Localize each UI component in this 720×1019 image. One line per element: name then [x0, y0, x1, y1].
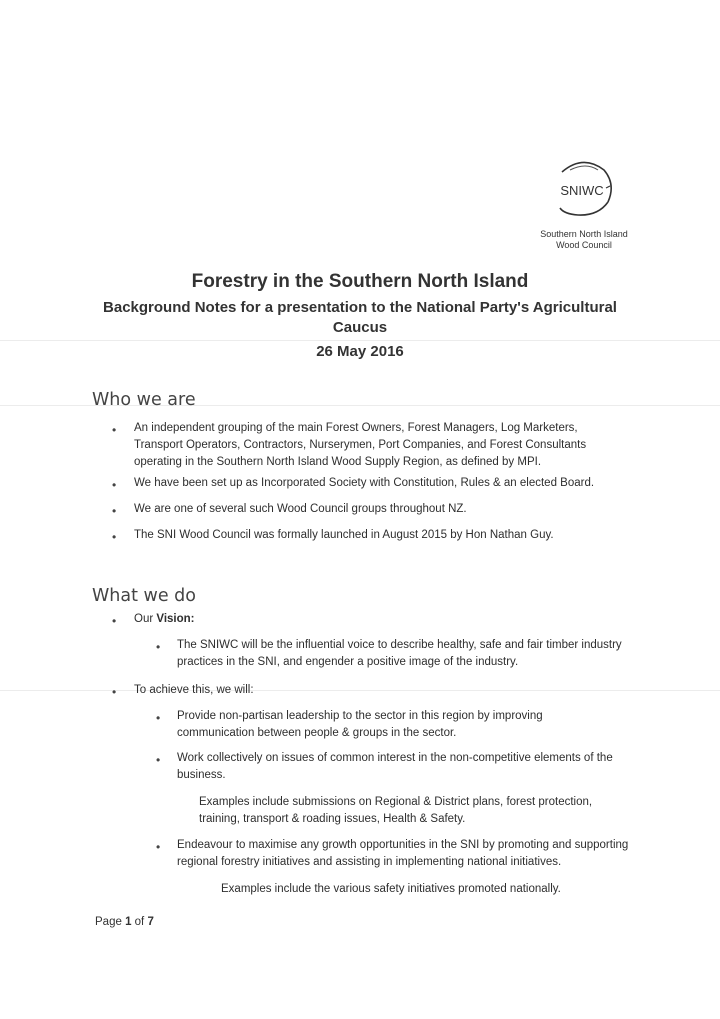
who-bullet-2: We have been set up as Incorporated Society with Constitution, Rules & an elected Board.: [134, 477, 595, 489]
vision-line: [134, 611, 534, 628]
page-number: [95, 916, 154, 928]
section-heading-who-we-are: Who we are: [92, 390, 196, 410]
bullet-icon: •: [156, 711, 161, 725]
logo-org-line1: Southern North Island: [540, 229, 628, 239]
section-heading-what-we-do: What we do: [92, 586, 197, 606]
page-label: Page: [95, 916, 126, 928]
who-bullet-4: The SNI Wood Council was formally launched in August 2015 by Hon Nathan Guy.: [134, 529, 554, 541]
logo-mark-text: SNIWC: [560, 183, 604, 198]
vision-label: Vision:: [156, 613, 195, 625]
achieve-item-2: Work collectively on issues of common interest in the non-competitive elements of the business.: [177, 752, 613, 781]
document-subtitle: [0, 298, 720, 338]
bullet-icon: •: [112, 423, 117, 437]
example-text-1: Examples include submissions on Regional & District plans, forest protection, training, transport & roading issues, Health & Safety.: [199, 796, 593, 825]
bullet-icon: •: [112, 614, 117, 628]
sniwc-logo: [548, 158, 618, 222]
logo-org-line2: Wood Council: [556, 240, 612, 250]
bullet-icon: •: [156, 640, 161, 654]
who-bullet-1: An independent grouping of the main Forest Owners, Forest Managers, Log Marketers, Transport Operators, Contractors, Nurserymen, Port Companies, and Forest Consultants operating in the Southern North Island Wood Supply Region, as defined by MPI.: [134, 422, 587, 468]
page-current: 1: [125, 916, 132, 928]
who-bullet-3: We are one of several such Wood Council groups throughout NZ.: [134, 503, 467, 515]
achieve-item-3: Endeavour to maximise any growth opportunities in the SNI by promoting and supporting regional forestry initiatives and assisting in implementing national initiatives.: [177, 839, 629, 868]
example-text-2: Examples include the various safety initiatives promoted nationally.: [221, 883, 561, 895]
bullet-icon: •: [156, 753, 161, 767]
bullet-icon: •: [112, 504, 117, 518]
bullet-icon: •: [112, 530, 117, 544]
vision-text: The SNIWC will be the influential voice to describe healthy, safe and fair timber industry practices in the SNI, and engender a positive image of the industry.: [177, 639, 622, 668]
document-title: Forestry in the Southern North Island: [191, 271, 529, 292]
scan-artifact: [0, 340, 720, 341]
bullet-icon: •: [156, 840, 161, 854]
page-of: of: [131, 916, 148, 928]
achieve-intro: To achieve this, we will:: [134, 684, 254, 696]
logo-caption: [529, 229, 639, 251]
achieve-item-1: Provide non-partisan leadership to the sector in this region by improving communication between people & groups in the sector.: [177, 710, 543, 739]
bullet-icon: •: [112, 478, 117, 492]
subtitle-line1: Background Notes for a presentation to the National Party's Agricultural: [103, 299, 617, 316]
page-total: 7: [147, 916, 154, 928]
bullet-icon: •: [112, 685, 117, 699]
vision-prefix: Our: [134, 613, 157, 625]
document-date: 26 May 2016: [316, 343, 404, 360]
subtitle-line2: Caucus: [332, 319, 388, 336]
